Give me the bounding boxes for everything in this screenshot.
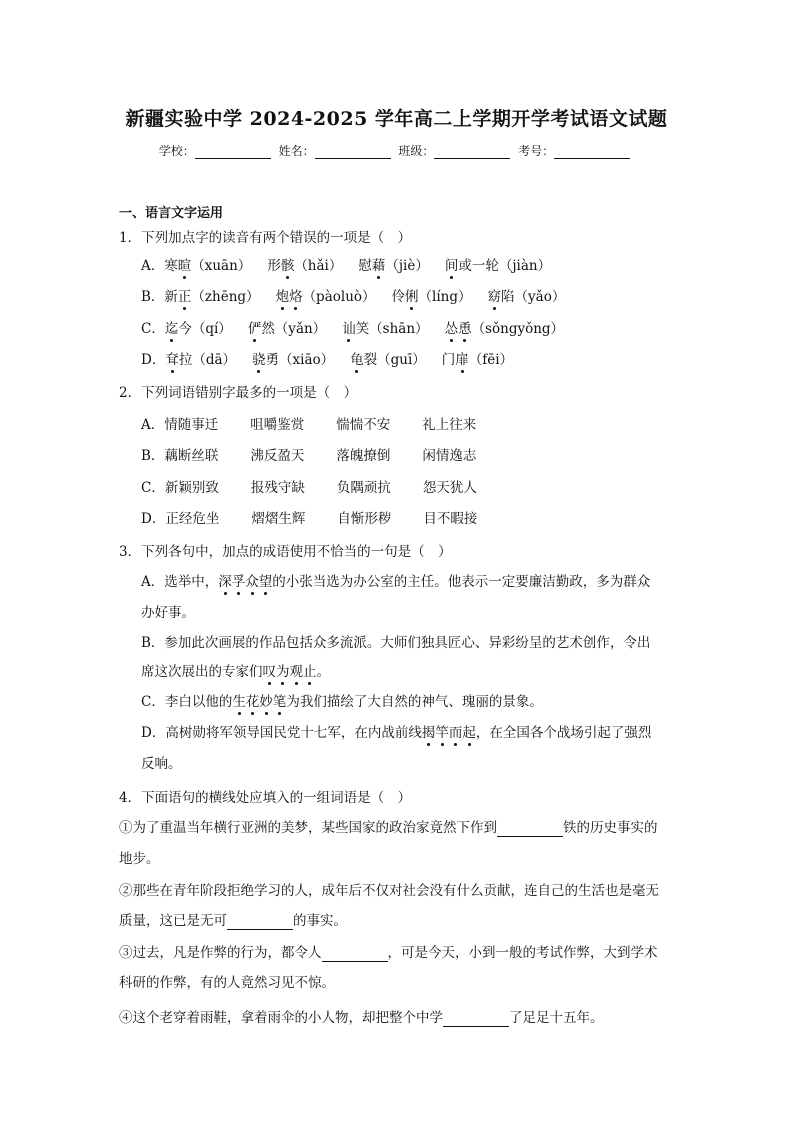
- dotted-char: 妙: [259, 694, 273, 710]
- dotted-char: 讪: [342, 321, 356, 337]
- dotted-char: 迄: [164, 321, 179, 337]
- dotted-char: 起: [462, 725, 476, 741]
- name-label: 姓名：: [278, 144, 315, 158]
- dotted-char: 叹: [262, 664, 276, 680]
- option-label: D．: [141, 511, 166, 527]
- option-label: B．: [141, 448, 165, 464]
- q3-option-c: [141, 693, 543, 711]
- text: 李白以他的: [164, 694, 233, 710]
- dotted-char: 烙: [289, 289, 303, 305]
- word-pinyin: 或一轮（jiàn）: [458, 258, 552, 274]
- dotted-char: 骸: [280, 258, 295, 274]
- text: 高树勋将军领导国民党十七军，在内战前线: [165, 725, 422, 741]
- dotted-char: 孚: [231, 574, 246, 590]
- option-label: A．: [141, 574, 165, 590]
- text: ，可是今天，小到一般的考试作弊，大到学术: [387, 945, 658, 961]
- pinyin: （zhēng）: [191, 289, 260, 305]
- text: 了足足十五年。: [509, 1010, 604, 1026]
- q3-option-b: [141, 634, 650, 652]
- dotted-char: 止: [303, 664, 317, 680]
- q1-option-b: [141, 288, 565, 306]
- q4-sentence-4: [119, 1009, 604, 1027]
- char: 伶: [391, 289, 406, 305]
- number-label: 考号：: [518, 144, 555, 158]
- char: 陷: [501, 289, 515, 305]
- class-blank[interactable]: [434, 146, 510, 159]
- word: 咀嚼鉴赏: [250, 417, 305, 433]
- dotted-char: 恿: [458, 321, 472, 337]
- dotted-char: 俐: [405, 289, 419, 305]
- option-label: C．: [141, 694, 165, 710]
- option-label: D．: [141, 352, 166, 368]
- dotted-char: 观: [289, 664, 303, 680]
- q2-option-c: [141, 479, 477, 497]
- pinyin: （hǎi）: [294, 258, 343, 274]
- char: 慰: [358, 258, 372, 274]
- text: 质量，这已是无可: [119, 913, 227, 929]
- q4-sentence-3-cont: 科研的作弊，有的人竟然习见不惊。: [119, 975, 335, 991]
- number-blank[interactable]: [554, 146, 630, 159]
- student-info-row: [0, 142, 793, 159]
- dotted-char: 藉: [371, 258, 386, 274]
- word: 礼上往来: [422, 417, 477, 433]
- q2-stem: 2．下列词语错别字最多的一项是（ ）: [119, 385, 358, 401]
- pinyin: （líng）: [418, 289, 472, 305]
- word: 怨天犹人: [422, 480, 477, 496]
- text: ③过去，凡是作弊的行为，都令人: [119, 945, 322, 961]
- char: 形: [267, 258, 281, 274]
- dotted-char: 众: [245, 574, 259, 590]
- pinyin: （sǒngyǒng）: [471, 321, 565, 337]
- school-blank[interactable]: [195, 146, 271, 159]
- fill-blank[interactable]: [497, 823, 563, 837]
- word: 自惭形秽: [337, 511, 392, 527]
- dotted-char: 暄: [177, 258, 192, 274]
- dotted-char: 龟: [350, 352, 364, 368]
- char: 新: [164, 289, 178, 305]
- class-label: 班级：: [398, 144, 435, 158]
- q2-option-d: [141, 510, 477, 528]
- dotted-char: 俨: [247, 321, 262, 337]
- q3-option-d-cont: 反响。: [141, 756, 182, 772]
- dotted-char: 炮: [275, 289, 290, 305]
- word: 正经危坐: [165, 511, 220, 527]
- q4-sentence-2: ②那些在青年阶段拒绝学习的人，成年后不仅对社会没有什么贡献，连自己的生活也是毫无: [119, 883, 659, 899]
- q3-option-a: [141, 573, 650, 591]
- dotted-char: 耷: [165, 352, 179, 368]
- word: 新颖别致: [164, 480, 219, 496]
- char: 门: [441, 352, 456, 368]
- word: 目不暇接: [423, 511, 478, 527]
- pinyin: （jiè）: [385, 258, 429, 274]
- option-label: B．: [141, 635, 165, 651]
- q2-option-b: [141, 447, 476, 465]
- q4-stem: 4．下面语句的横线处应填入的一组词语是（ ）: [119, 790, 412, 806]
- q1-option-c: [141, 320, 564, 338]
- text: 铁的历史事实的: [563, 820, 658, 836]
- q4-sentence-1-cont: 地步。: [119, 851, 160, 867]
- word-pinyin: 笑（shān）: [355, 321, 429, 337]
- dotted-char: 怂: [444, 321, 459, 337]
- q1-option-d: [141, 351, 513, 369]
- q2-option-a: [141, 416, 476, 434]
- word: 熠熠生辉: [251, 511, 306, 527]
- school-label: 学校：: [158, 144, 195, 158]
- q3-stem: 3．下列各句中，加点的成语使用不恰当的一句是（ ）: [119, 544, 452, 560]
- dotted-char: 花: [245, 694, 260, 710]
- dotted-char: 而: [448, 725, 463, 741]
- word: 报残守缺: [250, 480, 305, 496]
- pinyin: （yǎo）: [514, 289, 566, 305]
- dotted-char: 望: [258, 574, 273, 590]
- dotted-char: 间: [444, 258, 459, 274]
- q1-stem: 1．下列加点字的读音有两个错误的一项是（ ）: [119, 230, 412, 246]
- option-label: A．: [141, 258, 165, 274]
- dotted-char: 骁: [252, 352, 266, 368]
- fill-blank[interactable]: [322, 948, 388, 962]
- text: ，在全国各个战场引起了强烈: [475, 725, 652, 741]
- word: 情随事迁: [164, 417, 219, 433]
- word: 藕断丝联: [164, 448, 219, 464]
- word-pinyin: 拉（dā）: [178, 352, 237, 368]
- text: 席这次展出的专家们: [141, 664, 263, 680]
- pinyin: （xuān）: [191, 258, 252, 274]
- word-pinyin: 勇（xiāo）: [265, 352, 335, 368]
- pinyin: （fēi）: [468, 352, 514, 368]
- dotted-char: 笔: [272, 694, 287, 710]
- q4-sentence-1: [119, 819, 658, 837]
- text: 选举中，: [164, 574, 219, 590]
- text: 为我们描绘了大自然的神气、瑰丽的景象。: [286, 694, 543, 710]
- dotted-char: 扉: [455, 352, 469, 368]
- dotted-char: 生: [232, 694, 246, 710]
- dotted-char: 深: [218, 574, 232, 590]
- fill-blank[interactable]: [227, 916, 293, 930]
- word: 沸反盈天: [250, 448, 305, 464]
- word-pinyin: 裂（guī）: [363, 352, 426, 368]
- dotted-char: 竿: [435, 725, 449, 741]
- fill-blank[interactable]: [443, 1013, 509, 1027]
- text: 的小张当选为办公室的主任。他表示一定要廉洁勤政，多为群众: [272, 574, 651, 590]
- page-title: 新疆实验中学 2024-2025 学年高二上学期开学考试语文试题: [125, 108, 668, 130]
- dotted-char: 窈: [487, 289, 502, 305]
- dotted-char: 揭: [421, 725, 436, 741]
- section-heading: 一、语言文字运用: [119, 206, 224, 221]
- dotted-char: 正: [177, 289, 192, 305]
- option-label: D．: [141, 725, 166, 741]
- q3-option-b-cont: [141, 663, 330, 681]
- word: 负隅顽抗: [336, 480, 391, 496]
- q3-option-d: [141, 724, 651, 742]
- q4-sentence-2-cont: [119, 912, 347, 930]
- option-label: A．: [141, 417, 165, 433]
- word: 落魄撩倒: [336, 448, 391, 464]
- word-pinyin: 然（yǎn）: [261, 321, 327, 337]
- q4-sentence-3: [119, 944, 658, 962]
- pinyin: （pàoluò）: [302, 289, 376, 305]
- text: ①为了重温当年横行亚洲的美梦，某些国家的政治家竟然下作到: [119, 820, 497, 836]
- option-label: C．: [141, 321, 165, 337]
- name-blank[interactable]: [315, 146, 391, 159]
- text: 的事实。: [293, 913, 347, 929]
- option-label: B．: [141, 289, 165, 305]
- text: ④这个老穿着雨鞋，拿着雨伞的小人物，却把整个中学: [119, 1010, 443, 1026]
- q3-option-a-cont: 办好事。: [141, 605, 195, 621]
- text: 。: [316, 664, 330, 680]
- text: 参加此次画展的作品包括众多流派。大师们独具匠心、异彩纷呈的艺术创作，令出: [164, 635, 651, 651]
- option-label: C．: [141, 480, 165, 496]
- q1-option-a: [141, 257, 551, 275]
- word-pinyin: 今（qí）: [178, 321, 232, 337]
- word: 闲情逸志: [422, 448, 477, 464]
- char: 寒: [164, 258, 178, 274]
- word: 惴惴不安: [336, 417, 391, 433]
- dotted-char: 为: [276, 664, 290, 680]
